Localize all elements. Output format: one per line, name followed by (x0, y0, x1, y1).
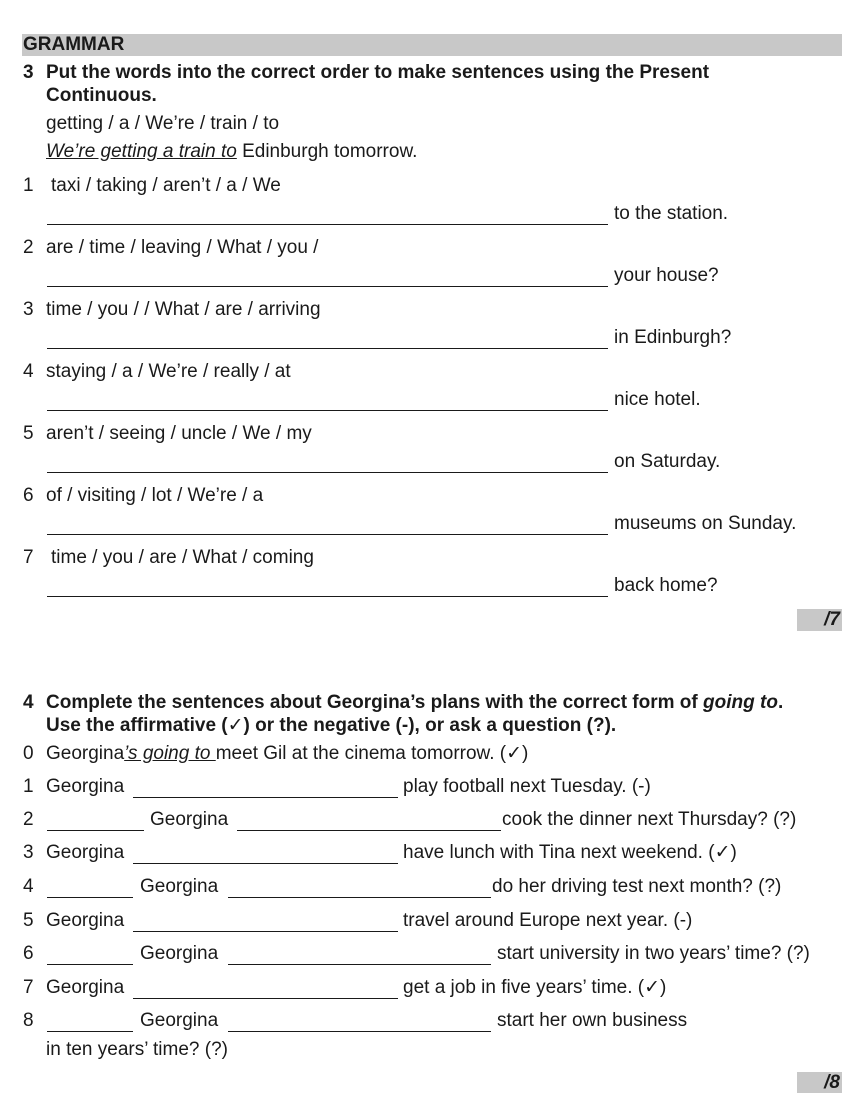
ex3-item-number: 5 (23, 423, 34, 444)
ex3-example-words: getting / a / We’re / train / to (46, 113, 280, 134)
ex4-answer-blank[interactable] (228, 1031, 491, 1032)
ex4-aux-blank[interactable] (47, 897, 133, 898)
ex4-item-subject: Georgina (46, 776, 125, 797)
ex4-item-rest: cook the dinner next Thursday? (?) (502, 809, 797, 830)
ex3-item-words: taxi / taking / aren’t / a / We (51, 175, 281, 196)
ex4-answer-blank[interactable] (228, 964, 491, 965)
ex4-answer-blank[interactable] (133, 863, 398, 864)
ex3-answer-blank[interactable] (47, 410, 608, 411)
ex3-item-words: are / time / leaving / What / you / (46, 237, 319, 258)
ex3-item-words: staying / a / We’re / really / at (46, 361, 291, 382)
ex3-number: 3 (23, 62, 34, 83)
ex4-aux-blank[interactable] (47, 1031, 133, 1032)
ex4-item-rest: get a job in five years’ time. (✓) (403, 977, 667, 998)
ex3-answer-blank[interactable] (47, 534, 608, 535)
ex4-item-rest: start university in two years’ time? (?) (497, 943, 810, 964)
ex3-item-number: 1 (23, 175, 34, 196)
ex4-instruction-text: Complete the sentences about Georgina’s plans with the correct form of (46, 692, 704, 713)
ex4-example-number: 0 (23, 743, 34, 764)
ex4-item-number: 1 (23, 776, 34, 797)
ex4-instruction-line2: Use the affirmative (✓) or the negative (-), or ask a question (?). (46, 715, 617, 736)
ex3-example-sentence (46, 141, 417, 163)
ex3-item-number: 4 (23, 361, 34, 382)
ex3-item-words: of / visiting / lot / We’re / a (46, 485, 264, 506)
ex4-item-subject: Georgina (46, 977, 125, 998)
ex4-answer-blank[interactable] (133, 998, 398, 999)
ex3-item-number: 3 (23, 299, 34, 320)
ex3-item-number: 2 (23, 237, 34, 258)
ex4-item-number: 5 (23, 910, 34, 931)
ex4-item-rest: travel around Europe next year. (-) (403, 910, 693, 931)
ex4-instruction-going-to: going to (703, 692, 778, 713)
ex4-item-number: 4 (23, 876, 34, 897)
ex3-answer-blank[interactable] (47, 472, 608, 473)
ex3-answer-blank[interactable] (47, 224, 608, 225)
ex4-example-subject: Georgina (46, 743, 125, 764)
ex4-item-subject: Georgina (140, 876, 219, 897)
grammar-header-bar (22, 34, 842, 56)
ex4-item-rest: start her own business (497, 1010, 688, 1031)
ex4-item-rest: play football next Tuesday. (-) (403, 776, 651, 797)
ex3-answer-blank[interactable] (47, 348, 608, 349)
ex3-item-number: 6 (23, 485, 34, 506)
ex3-instruction-line2: Continuous. (46, 85, 157, 106)
ex4-answer-blank[interactable] (237, 830, 501, 831)
ex4-number: 4 (23, 692, 34, 713)
ex4-answer-blank[interactable] (228, 897, 491, 898)
ex4-item-number: 6 (23, 943, 34, 964)
ex3-example-answer: We’re getting a train to (46, 141, 237, 162)
ex4-item-subject: Georgina (46, 842, 125, 863)
ex3-example-end: Edinburgh tomorrow. (236, 141, 418, 162)
ex4-example-end: meet Gil at the cinema tomorrow. (✓) (215, 743, 529, 764)
ex4-score-box: /8 (797, 1072, 842, 1093)
ex3-item-number: 7 (23, 547, 34, 568)
ex4-example-answer: ’s going to (124, 743, 216, 764)
ex3-item-ending: back home? (614, 575, 718, 596)
ex3-item-ending: your house? (614, 265, 719, 286)
ex4-item-rest: do her driving test next month? (?) (492, 876, 782, 897)
ex4-item-subject: Georgina (46, 910, 125, 931)
ex3-item-words: time / you / / What / are / arriving (46, 299, 321, 320)
ex4-item-number: 3 (23, 842, 34, 863)
ex3-answer-blank[interactable] (47, 596, 608, 597)
ex3-item-ending: nice hotel. (614, 389, 701, 410)
ex4-item-continuation: in ten years’ time? (?) (46, 1039, 228, 1060)
ex4-item-subject: Georgina (140, 943, 219, 964)
ex3-item-ending: to the station. (614, 203, 729, 224)
ex3-item-ending: on Saturday. (614, 451, 721, 472)
ex4-instruction-line1 (46, 692, 783, 714)
ex4-item-number: 8 (23, 1010, 34, 1031)
ex4-item-number: 7 (23, 977, 34, 998)
ex4-item-number: 2 (23, 809, 34, 830)
section-title: GRAMMAR (23, 34, 125, 55)
ex3-item-words: time / you / are / What / coming (51, 547, 314, 568)
ex4-instruction-period: . (777, 692, 784, 713)
ex3-item-ending: museums on Sunday. (614, 513, 797, 534)
ex4-aux-blank[interactable] (47, 964, 133, 965)
ex3-score-box: /7 (797, 609, 842, 631)
ex4-answer-blank[interactable] (133, 797, 398, 798)
ex4-item-subject: Georgina (150, 809, 229, 830)
ex4-item-subject: Georgina (140, 1010, 219, 1031)
ex3-answer-blank[interactable] (47, 286, 608, 287)
ex4-example-sentence (46, 743, 528, 765)
ex3-item-words: aren’t / seeing / uncle / We / my (46, 423, 312, 444)
ex4-answer-blank[interactable] (133, 931, 398, 932)
ex4-item-rest: have lunch with Tina next weekend. (✓) (403, 842, 737, 863)
ex3-item-ending: in Edinburgh? (614, 327, 732, 348)
ex4-aux-blank[interactable] (47, 830, 144, 831)
ex3-instruction-line1: Put the words into the correct order to make sentences using the Present (46, 62, 710, 83)
